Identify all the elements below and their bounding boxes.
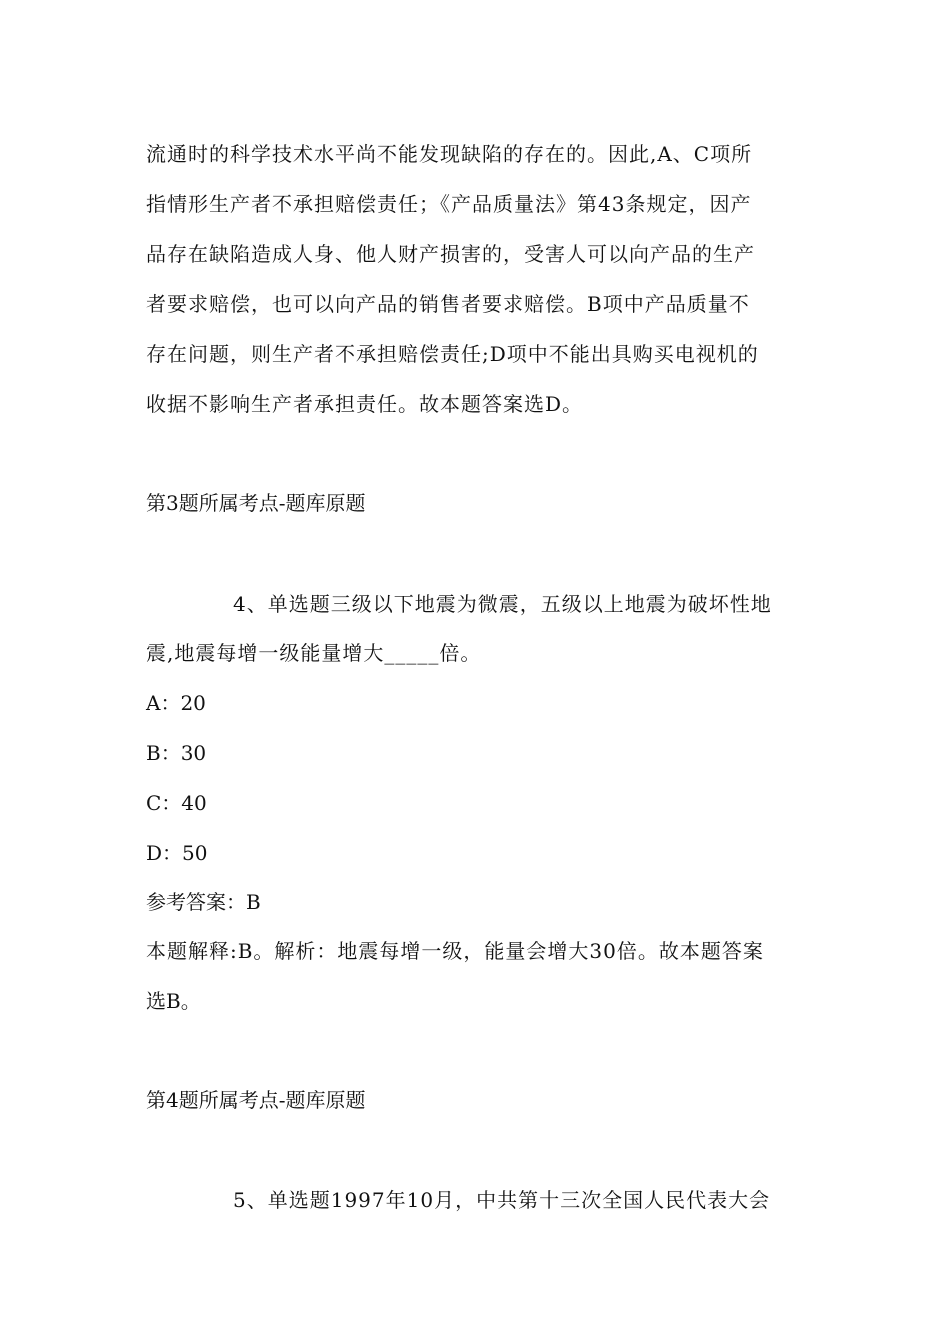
paragraph-line: 存在问题，则生产者不承担赔偿责任;D项中不能出具购买电视机的 (146, 342, 759, 366)
option-a: A：20 (146, 691, 206, 715)
paragraph-line: 者要求赔偿，也可以向产品的销售者要求赔偿。B项中产品质量不 (146, 292, 750, 316)
paragraph-line: 收据不影响生产者承担责任。故本题答案选D。 (146, 392, 584, 416)
option-b: B：30 (146, 741, 207, 765)
question-4-stem: 4、单选题三级以下地震为微震，五级以上地震为破坏性地 (233, 592, 772, 616)
paragraph-line: 指情形生产者不承担赔偿责任；《产品质量法》第43条规定，因产 (146, 192, 752, 216)
reference-answer: 参考答案：B (146, 890, 261, 914)
paragraph-line: 品存在缺陷造成人身、他人财产损害的，受害人可以向产品的生产 (146, 242, 755, 266)
paragraph-line: 流通时的科学技术水平尚不能发现缺陷的存在的。因此,A、C项所 (146, 142, 753, 166)
question-3-point: 第3题所属考点-题库原题 (146, 491, 366, 515)
option-d: D：50 (146, 841, 208, 865)
question-4-point: 第4题所属考点-题库原题 (146, 1088, 366, 1112)
explanation-line: 本题解释:B。解析：地震每增一级，能量会增大30倍。故本题答案 (146, 939, 764, 963)
question-4-stem-cont: 震,地震每增一级能量增大_____倍。 (146, 641, 482, 665)
question-5-stem: 5、单选题1997年10月，中共第十三次全国人民代表大会 (233, 1188, 771, 1212)
explanation-line: 选B。 (146, 989, 201, 1013)
option-c: C：40 (146, 791, 207, 815)
